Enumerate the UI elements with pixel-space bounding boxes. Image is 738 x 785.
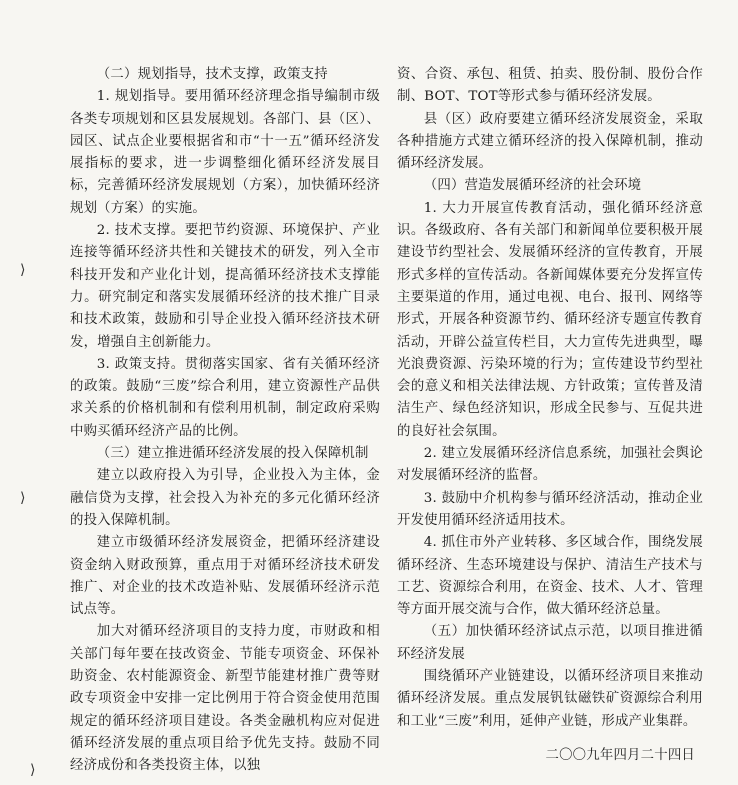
paragraph: 1. 大力开展宣传教育活动，强化循环经济意识。各级政府、各有关部门和新闻单位要积极开展建设节约型社会、发展循环经济的宣传教育，开展形式多样的宣传活动。各新闻媒体要充分发挥宣传主要渠道的作用，通过电视、电台、报刊、网络等形式，开展各种资源节约、循环经济专题宣传教育活动，开辟公益宣传栏目，大力宣传先进典型，曝光浪费资源、污染环境的行为；宣传建设节约型社会的意义和相关法律法规、方针政策；宣传普及清洁生产、绿色经济知识，形成全民参与、互促共进的良好社会氛围。	[397, 200, 703, 439]
paragraph: 4. 抓住市外产业转移、多区域合作，围绕发展循环经济、生态环境建设与保护、清洁生产技术与工艺、资源综合利用，在资金、技术、人才、管理等方面开展交流与合作，做大循环经济总量。	[397, 535, 703, 618]
right-column	[397, 64, 703, 767]
paragraph-continued: 资、合资、承包、租赁、拍卖、股份制、股份合作制、BOT、TOT等形式参与循环经济发展。	[397, 67, 703, 105]
paragraph: 县（区）政府要建立循环经济发展资金，采取各种措施方式建立循环经济的投入保障机制，推动循环经济发展。	[397, 111, 703, 172]
section-heading: （三）建立推进循环经济发展的投入保障机制	[96, 446, 369, 462]
binding-hole-mark-icon: ⟩	[30, 762, 36, 778]
paragraph: 1. 规划指导。要用循环经济理念指导编制市级各类专项规划和区县发展规划。各部门、县（区）、园区、试点企业要根据省和市“十一五”循环经济发展指标的要求，进一步调整细化循环经济发展目标，完善循环经济发展规划（方案），加快循环经济规划（方案）的实施。	[70, 89, 380, 216]
paragraph: 建立以政府投入为引导，企业投入为主体，金融信贷为支撑，社会投入为补充的多元化循环经济的投入保障机制。	[70, 468, 380, 528]
binding-hole-mark-icon: ⟩	[20, 490, 26, 506]
document-date: 二〇〇九年四月二十四日	[545, 747, 695, 763]
paragraph: 3. 政策支持。贯彻落实国家、省有关循环经济的政策。鼓励“三废”综合利用，建立资源性产品供求关系的价格机制和有偿利用机制，制定政府采购中购买循环经济产品的比例。	[70, 356, 380, 439]
section-heading: （二）规划指导，技术支撑，政策支持	[96, 67, 328, 82]
paragraph: 3. 鼓励中介机构参与循环经济活动，推动企业开发使用循环经济适用技术。	[397, 490, 703, 528]
binding-hole-mark-icon: ⟩	[20, 262, 26, 278]
left-column	[70, 64, 380, 778]
paragraph: 建立市级循环经济发展资金，把循环经济建设资金纳入财政预算，重点用于对循环经济技术研发推广、对企业的技术改造补贴、发展循环经济示范试点等。	[70, 535, 380, 618]
paragraph: 加大对循环经济项目的支持力度，市财政和相关部门每年要在技改资金、节能专项资金、环保补助资金、农村能源资金、新型节能建材推广费等财政专项资金中安排一定比例用于符合资金使用范围规定的循环经济项目建设。各类金融机构应对促进循环经济发展的重点项目给予优先支持。鼓励不同经济成份和各类投资主体，以独	[70, 624, 380, 774]
section-heading: （五）加快循环经济试点示范，以项目推进循环经济发展	[397, 624, 703, 662]
paragraph: 2. 建立发展循环经济信息系统，加强社会舆论对发展循环经济的监督。	[397, 446, 703, 484]
paragraph: 2. 技术支撑。要把节约资源、环境保护、产业连接等循环经济共性和关键技术的研发，列入全市科技开发和产业化计划，提高循环经济技术支撑能力。研究制定和落实发展循环经济的技术推广目录和技术政策，鼓励和引导企业投入循环经济技术研发，增强自主创新能力。	[70, 223, 380, 350]
paragraph: 围绕循环产业链建设，以循环经济项目来推动循环经济发展。重点发展钒钛磁铁矿资源综合利用和工业“三废”利用，延伸产业链，形成产业集群。	[397, 669, 703, 729]
section-heading: （四）营造发展循环经济的社会环境	[423, 178, 642, 194]
